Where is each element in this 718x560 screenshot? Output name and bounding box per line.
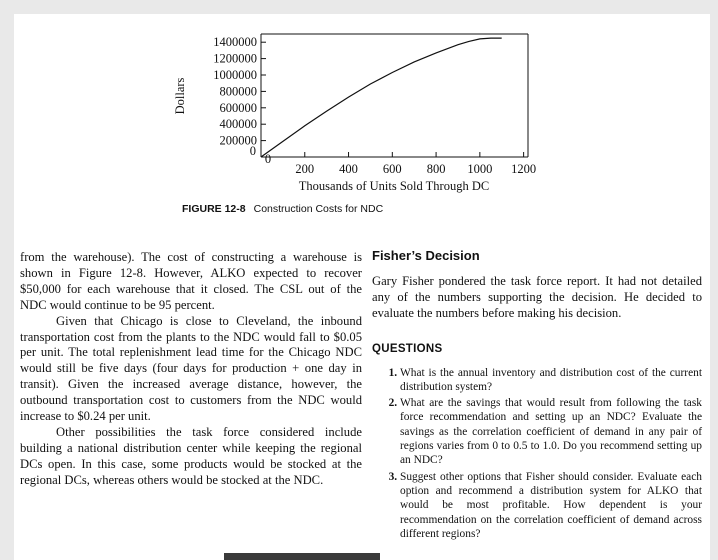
series-line-construction-cost bbox=[261, 38, 502, 157]
x-tick-label: 1200 bbox=[511, 162, 537, 176]
left-column bbox=[20, 250, 362, 489]
textbook-page bbox=[14, 14, 710, 560]
y-tick-label: 1400000 bbox=[213, 35, 257, 50]
question-item: 2. What are the savings that would result from following the task force recommendation and setting up an NDC? Evaluate the savings as the correlation coefficient of demand in any pair of regions varies from 0 to 0.5 to 1.0. Do you recommend setting up an NDC? bbox=[400, 396, 702, 467]
figure-label: FIGURE 12-8 bbox=[182, 203, 246, 215]
section-heading: Fisher’s Decision bbox=[372, 248, 480, 263]
paragraph-2: Given that Chicago is close to Cleveland, the inbound transportation cost from the plants to the NDC would fall to $0.05 per unit. The total replenishment lead time for the Chicago NDC would still be five days (four days for production + one day in transit). Given the increased average distance, however, the outbound transportation cost to customers from the NDC would increase to $0.24 per unit. bbox=[20, 313, 362, 424]
bottom-overlay-bar bbox=[224, 553, 380, 560]
y-tick-label: 1200000 bbox=[213, 51, 257, 66]
x-tick-label: 400 bbox=[339, 162, 358, 176]
y-axis-label: Dollars bbox=[173, 77, 187, 115]
construction-cost-chart bbox=[14, 14, 710, 200]
x-tick-label: 0 bbox=[264, 152, 272, 166]
x-tick-label: 600 bbox=[382, 162, 402, 176]
x-axis-label: Thousands of Units Sold Through DC bbox=[298, 179, 490, 193]
y-tick-label: 1000000 bbox=[213, 68, 257, 82]
paragraph-1: from the warehouse). The cost of constructing a warehouse is shown in Figure 12-8. However, ALKO expected to recover $50,000 for each warehouse that it closed. The CSL out of the NDC would continue to be 95 percent. bbox=[20, 250, 362, 312]
question-item: 1. What is the annual inventory and distribution cost of the current distribution system? bbox=[400, 366, 702, 395]
questions-heading: QUESTIONS bbox=[372, 342, 443, 355]
x-tick-label: 800 bbox=[426, 162, 446, 176]
right-column bbox=[372, 248, 702, 543]
y-tick-label: 200000 bbox=[219, 133, 257, 148]
figure-caption-text: Construction Costs for NDC bbox=[253, 203, 384, 215]
section-text: Gary Fisher pondered the task force report. It had not detailed any of the numbers supporting the decision. He decided to evaluate the numbers before making his decision. bbox=[372, 273, 702, 320]
question-item: 3. Suggest other options that Fisher should consider. Evaluate each option and recommend a distribution system for ALKO that would be most profitable. How dependent is your recommendation on the correlation coefficient of demand across different regions? bbox=[400, 470, 702, 541]
y-tick-label: 800000 bbox=[219, 84, 257, 99]
x-tick-label: 1000 bbox=[467, 162, 493, 176]
x-tick-label: 200 bbox=[295, 162, 315, 176]
paragraph-3: Other possibilities the task force considered include building a national distribution center while keeping the regional DCs open. In this case, some products would be stocked at the regional DCs, whereas others would be stocked at the NDC. bbox=[20, 424, 362, 487]
y-tick-label: 600000 bbox=[219, 100, 257, 115]
y-tick-label: 400000 bbox=[219, 117, 257, 132]
y-tick-label: 0 bbox=[249, 144, 256, 158]
questions-list bbox=[372, 366, 702, 542]
figure-caption bbox=[182, 203, 383, 215]
